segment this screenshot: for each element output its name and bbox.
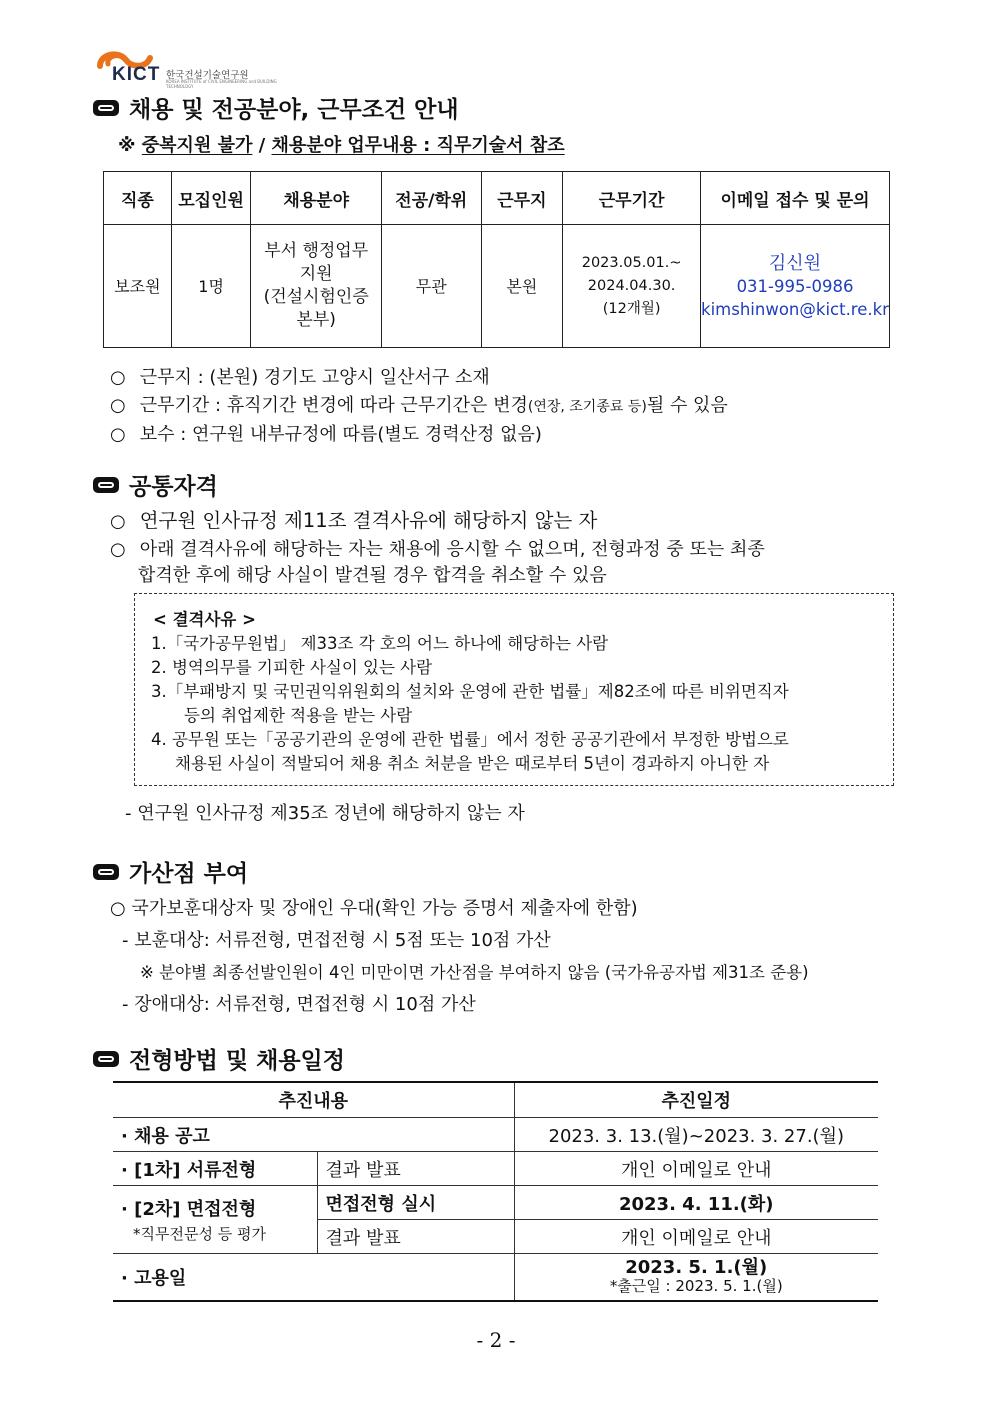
row-interview-result: 개인 이메일로 안내	[514, 1220, 878, 1254]
section3-heading	[93, 855, 248, 888]
bonus-veterans: - 보훈대상: 서류전형, 면접전형 시 5점 또는 10점 가산	[122, 930, 551, 951]
qualification-bullet-1: ○ 연구원 인사규정 제11조 결격사유에 해당하지 않는 자	[110, 509, 598, 532]
cell-period: 2023.05.01.~ 2024.04.30. (12개월)	[563, 225, 701, 348]
schedule-header-row	[113, 1082, 878, 1118]
row-employment-date: 2023. 5. 1.(월) *출근일 : 2023. 5. 1.(월)	[514, 1254, 878, 1302]
logo-korean: 한국건설기술연구원	[166, 70, 249, 81]
contact-phone: 031-995-0986	[736, 276, 854, 296]
section4-heading	[93, 1042, 345, 1075]
note-job-desc: 채용분야 업무내용 : 직무기술서 참조	[271, 135, 565, 156]
page-number: - 2 -	[476, 1328, 516, 1352]
header-cell: 채용분야	[251, 172, 381, 225]
circle-bullet-icon: ○	[110, 511, 126, 532]
cell-contact	[701, 225, 890, 348]
bonus-note: ※ 분야별 최종선발인원이 4인 미만이면 가산점을 부여하지 않음 (국가유공자법 제31조 준용)	[140, 963, 809, 982]
section2-heading	[93, 468, 218, 501]
contact-name: 김신원	[768, 252, 822, 274]
bullet-period: ○ 근무기간 : 휴직기간 변경에 따라 근무기간은 변경(연장, 조기종료 등)될 수 있음	[110, 395, 728, 416]
kict-logo	[96, 46, 296, 89]
note-separator: /	[258, 135, 266, 156]
box-item-1: 1.「국가공무원법」 제33조 각 호의 어느 하나에 해당하는 사람	[151, 634, 609, 653]
row-announcement-date: 2023. 3. 13.(월)~2023. 3. 27.(월)	[514, 1118, 878, 1152]
section1-title: 채용 및 전공분야, 근무조건 안내	[129, 97, 459, 123]
header-content: 추진내용	[113, 1082, 514, 1118]
schedule-row	[113, 1254, 878, 1302]
box-item-3b: 등의 취업제한 적용을 받는 사람	[184, 706, 413, 725]
qualification-bullet-2: ○ 아래 결격사유에 해당하는 자는 채용에 응시할 수 없으며, 전형과정 중 또는 최종	[110, 539, 765, 560]
row-employment: · 고용일	[113, 1254, 514, 1302]
table-row	[104, 225, 890, 348]
schedule-row	[113, 1152, 878, 1186]
header-cell: 이메일 접수 및 문의	[701, 172, 890, 225]
bullet-location: ○ 근무지 : (본원) 경기도 고양시 일산서구 소재	[110, 367, 490, 388]
schedule-row	[113, 1118, 878, 1152]
note-mark: ※	[118, 135, 136, 156]
note-no-duplicate: 중복지원 불가	[141, 135, 253, 156]
cell-type: 보조원	[104, 225, 172, 348]
cell-location: 본원	[481, 225, 563, 348]
section2-title: 공통자격	[129, 474, 218, 500]
row-document-date: 개인 이메일로 안내	[514, 1152, 878, 1186]
link-icon	[93, 100, 119, 116]
cell-field: 부서 행정업무 지원 (건설시험인증 본부)	[251, 225, 381, 348]
row-interview-sub1: 면접전형 실시	[317, 1186, 514, 1220]
bonus-bullet: ○ 국가보훈대상자 및 장애인 우대(확인 가능 증명서 제출자에 한함)	[110, 898, 638, 919]
row-interview-sub2: 결과 발표	[317, 1220, 514, 1254]
box-item-2: 2. 병역의무를 기피한 사실이 있는 사람	[151, 658, 433, 677]
box-item-3a: 3.「부패방지 및 국민권익위원회의 설치와 운영에 관한 법률」제82조에 따른 비위면직자	[151, 682, 789, 701]
section1-note	[118, 131, 565, 157]
cell-major: 무관	[381, 225, 481, 348]
row-document-sub: 결과 발표	[317, 1152, 514, 1186]
header-cell: 모집인원	[171, 172, 251, 225]
schedule-row	[113, 1186, 878, 1220]
header-cell: 전공/학위	[381, 172, 481, 225]
section1-heading	[93, 91, 459, 124]
retirement-line: - 연구원 인사규정 제35조 정년에 해당하지 않는 자	[125, 803, 525, 824]
bonus-disabled: - 장애대상: 서류전형, 면접전형 시 10점 가산	[122, 994, 476, 1015]
qualification-bullet-2-cont: 합격한 후에 해당 사실이 발견될 경우 합격을 취소할 수 있음	[138, 565, 607, 586]
link-icon	[93, 864, 119, 880]
row-interview: · [2차] 면접전형 *직무전문성 등 평가	[113, 1186, 317, 1254]
logo-english: KOREA INSTITUTE of CIVIL ENGINEERING and BUILDING TECHNOLOGY	[166, 79, 277, 89]
contact-email[interactable]: kimshinwon@kict.re.kr	[701, 299, 889, 319]
header-cell: 근무기간	[563, 172, 701, 225]
logo-text: KICT	[112, 64, 161, 85]
link-icon	[93, 1051, 119, 1067]
circle-bullet-icon: ○	[110, 539, 126, 560]
section3-title: 가산점 부여	[129, 861, 249, 887]
row-document-screening: · [1차] 서류전형	[113, 1152, 317, 1186]
header-schedule: 추진일정	[514, 1082, 878, 1118]
row-announcement: · 채용 공고	[113, 1118, 514, 1152]
box-item-4b: 채용된 사실이 적발되어 채용 취소 처분을 받은 때로부터 5년이 경과하지 아니한 자	[175, 754, 770, 773]
link-icon	[93, 477, 119, 493]
table-header-row	[104, 172, 890, 225]
box-item-4a: 4. 공무원 또는「공공기관의 운영에 관한 법률」에서 정한 공공기관에서 부정한 방법으로	[151, 730, 789, 749]
disqualification-box	[134, 593, 894, 786]
header-cell: 직종	[104, 172, 172, 225]
row-interview-date: 2023. 4. 11.(화)	[514, 1186, 878, 1220]
bullet-salary: ○ 보수 : 연구원 내부규정에 따름(별도 경력산정 없음)	[110, 424, 542, 445]
header-cell: 근무지	[481, 172, 563, 225]
section4-title: 전형방법 및 채용일정	[129, 1048, 345, 1074]
schedule-table	[113, 1081, 878, 1302]
cell-count: 1명	[171, 225, 251, 348]
box-heading: < 결격사유 >	[153, 610, 256, 629]
recruitment-table	[103, 171, 890, 348]
